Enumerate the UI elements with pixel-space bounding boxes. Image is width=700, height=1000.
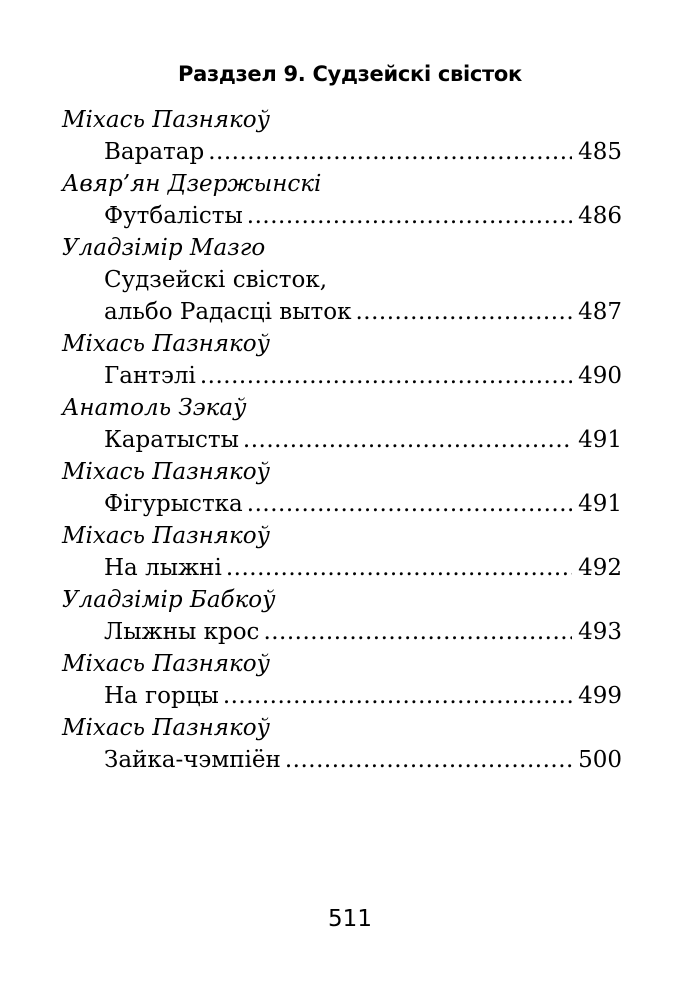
entry-title-row[interactable]: [62, 136, 622, 168]
toc-entry: [62, 232, 622, 328]
entry-page-number: 492: [578, 555, 622, 581]
entry-page-number: 486: [578, 203, 622, 229]
entry-author: Міхась Пазнякоў: [62, 107, 270, 133]
entry-title: На горцы: [104, 683, 219, 709]
dot-leader: [263, 616, 572, 648]
entry-page-number: 493: [578, 619, 622, 645]
entry-author: Міхась Пазнякоў: [62, 715, 270, 741]
entry-title-row[interactable]: [62, 680, 622, 712]
entry-title-row[interactable]: [62, 488, 622, 520]
table-of-contents: [62, 104, 622, 776]
entry-title-row[interactable]: [62, 200, 622, 232]
dot-leader: [247, 488, 572, 520]
entry-author: Уладзімір Мазго: [62, 235, 266, 261]
toc-entry: [62, 712, 622, 776]
entry-title: Гантэлі: [104, 363, 196, 389]
entry-title-row[interactable]: [62, 360, 622, 392]
dot-leader: [208, 136, 572, 168]
toc-entry: [62, 520, 622, 584]
dot-leader: [200, 360, 572, 392]
toc-entry: [62, 168, 622, 232]
entry-page-number: 500: [578, 747, 622, 773]
entry-author: Міхась Пазнякоў: [62, 459, 270, 485]
entry-author: Міхась Пазнякоў: [62, 523, 270, 549]
entry-title-row[interactable]: [62, 744, 622, 776]
entry-author: Уладзімір Бабкоў: [62, 587, 276, 613]
dot-leader: [226, 552, 572, 584]
dot-leader: [243, 424, 572, 456]
entry-author: Міхась Пазнякоў: [62, 651, 270, 677]
dot-leader: [223, 680, 572, 712]
entry-title-row[interactable]: [62, 424, 622, 456]
entry-author: Авяр’ян Дзержынскі: [62, 171, 322, 197]
toc-entry: [62, 328, 622, 392]
entry-author: Міхась Пазнякоў: [62, 331, 270, 357]
entry-author: Анатоль Зэкаў: [62, 395, 247, 421]
entry-title: альбо Радасці выток: [104, 299, 352, 325]
dot-leader: [247, 200, 572, 232]
entry-title: Фігурыстка: [104, 491, 243, 517]
toc-entry: [62, 584, 622, 648]
entry-title-row[interactable]: [62, 616, 622, 648]
entry-page-number: 490: [578, 363, 622, 389]
entry-page-number: 487: [578, 299, 622, 325]
entry-title-first-line: Судзейскі свісток,: [104, 267, 328, 293]
entry-title-row[interactable]: [62, 552, 622, 584]
entry-page-number: 491: [578, 491, 622, 517]
entry-title: Лыжны крос: [104, 619, 260, 645]
entry-title: Варатар: [104, 139, 205, 165]
dot-leader: [355, 296, 572, 328]
entry-title: На лыжні: [104, 555, 222, 581]
toc-entry: [62, 392, 622, 456]
entry-title: Футбалісты: [104, 203, 243, 229]
entry-page-number: 491: [578, 427, 622, 453]
toc-entry: [62, 456, 622, 520]
toc-entry: [62, 104, 622, 168]
section-title: Раздзел 9. Судзейскі свісток: [177, 62, 523, 86]
toc-entry: [62, 648, 622, 712]
entry-page-number: 499: [578, 683, 622, 709]
entry-title-row[interactable]: [62, 296, 622, 328]
dot-leader: [285, 744, 572, 776]
entry-page-number: 485: [578, 139, 622, 165]
page-number: 511: [328, 906, 372, 932]
entry-title: Каратысты: [104, 427, 239, 453]
entry-title: Зайка-чэмпіён: [104, 747, 281, 773]
